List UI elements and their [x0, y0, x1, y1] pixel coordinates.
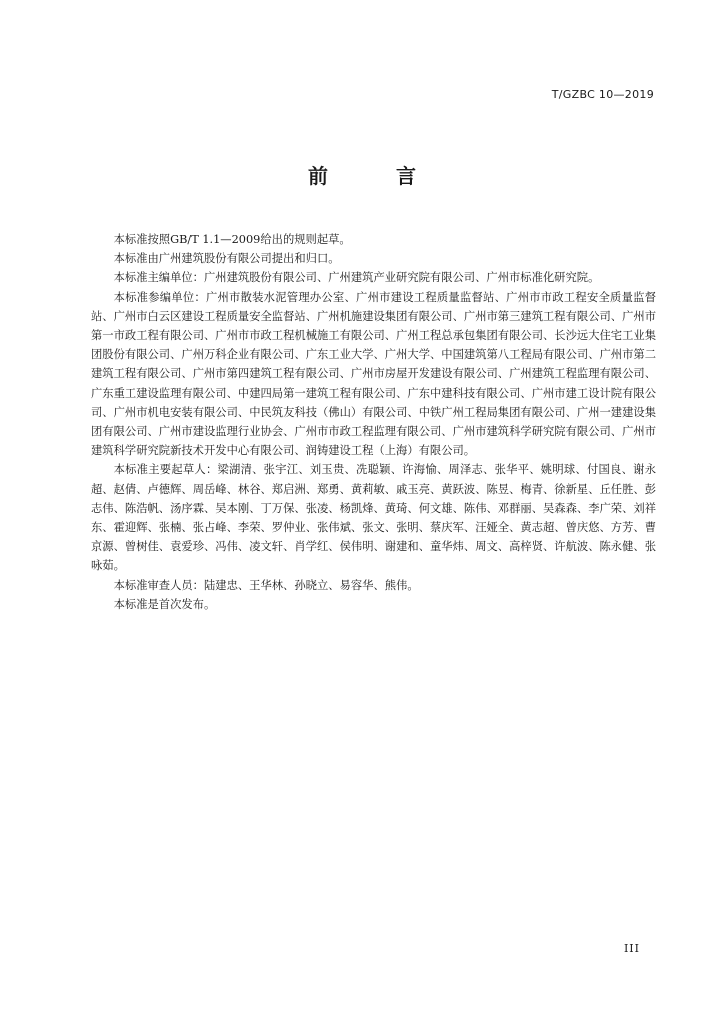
paragraph-participating-units: 本标准参编单位：广州市散装水泥管理办公室、广州市建设工程质量监督站、广州市市政工程安全质量监督站、广州市白云区建设工程质量安全监督站、广州机施建设集团有限公司、广州市第三建筑工程有限公司、广州市第一市政工程有限公司、广州市市政工程机械施工有限公司、广州工程总承包集团有限公司、长沙远大住宅工业集团股份有限公司、广州万科企业有限公司、广东工业大学、广州大学、中国建筑第八工程局有限公司、广州市第二建筑工程有限公司、广州市第四建筑工程有限公司、广州市房屋开发建设有限公司、广州建筑工程监理有限公司、广东重工建设监理有限公司、中建四局第一建筑工程有限公司、广东中建科技有限公司、广州市建工设计院有限公司、广州市机电安装有限公司、中民筑友科技（佛山）有限公司、中铁广州工程局集团有限公司、广州一建建设集团有限公司、广州市建设监理行业协会、广州市市政工程监理有限公司、广州市建筑科学研究院有限公司、广州市建筑科学研究院新技术开发中心有限公司、润铸建设工程（上海）有限公司。 — [91, 290, 656, 458]
foreword-body — [91, 230, 656, 614]
paragraph-chief-editors: 本标准主编单位：广州建筑股份有限公司、广州建筑产业研究院有限公司、广州市标准化研究院。 — [113, 271, 600, 285]
paragraph-reviewers: 本标准审查人员：陆建忠、王华林、孙晓立、易容华、熊伟。 — [113, 578, 419, 592]
standard-code: T/GZBC 10—2019 — [551, 88, 654, 101]
page-title: 前 言 — [308, 164, 440, 188]
page-number: III — [623, 942, 640, 955]
paragraph-main-drafters: 本标准主要起草人：梁湖清、张宇江、刘玉贵、冼聪颖、许海愉、周泽志、张华平、姚明球、付国良、谢永超、赵倩、卢德辉、周岳峰、林谷、郑启洲、郑勇、黄莉敏、戚玉亮、黄跃波、陈昱、梅青、徐新星、丘任胜、彭志伟、陈浩帆、汤序霖、吴本刚、丁万保、张凌、杨凯烽、黄琦、何文雄、陈伟、邓群丽、吴森森、李广荣、刘祥东、霍迎辉、张楠、张占峰、李荣、罗仲业、张伟斌、张文、张明、蔡庆军、汪娅全、黄志超、曾庆悠、方芳、曹京源、曾树佳、袁爱珍、冯伟、凌文轩、肖学红、侯伟明、谢建和、童华炜、周文、高梓贤、许航波、陈永健、张咏茹。 — [91, 463, 656, 573]
paragraph-first-release: 本标准是首次发布。 — [113, 597, 216, 611]
paragraph-drafting-rules: 本标准按照GB/T 1.1—2009给出的规则起草。 — [113, 233, 351, 246]
paragraph-proposer: 本标准由广州建筑股份有限公司提出和归口。 — [113, 252, 340, 266]
